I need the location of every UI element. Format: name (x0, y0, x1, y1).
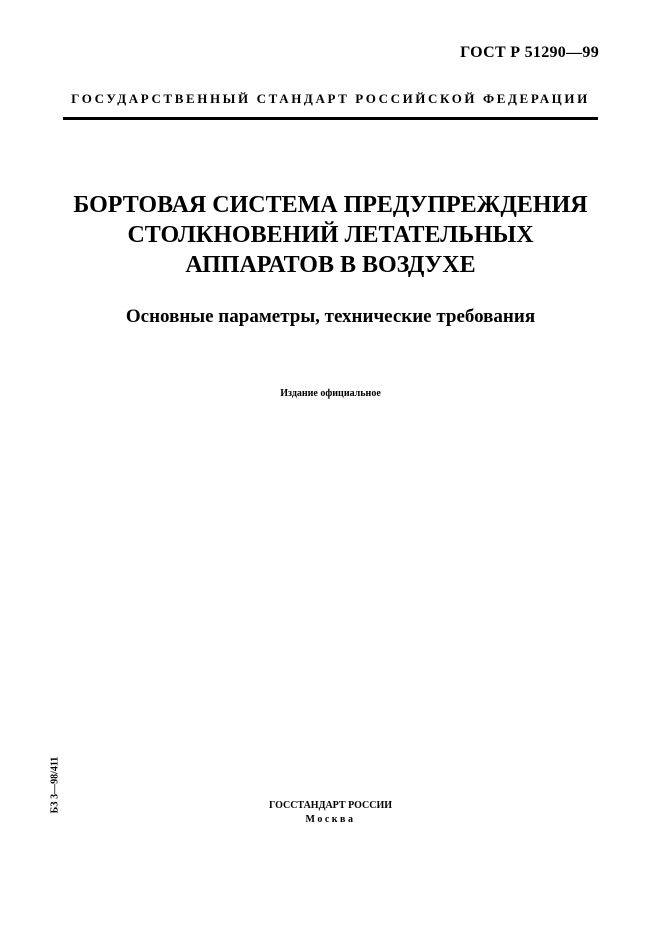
header-rule (63, 117, 598, 120)
title-line-2: СТОЛКНОВЕНИЙ ЛЕТАТЕЛЬНЫХ (127, 222, 534, 248)
standard-header: ГОСУДАРСТВЕННЫЙ СТАНДАРТ РОССИЙСКОЙ ФЕДЕРАЦИИ (71, 91, 590, 106)
document-subtitle: Основные параметры, технические требования (125, 306, 536, 327)
document-title (40, 190, 621, 280)
side-code: БЗ 3—98/411 (49, 756, 61, 814)
title-line-3: АППАРАТОВ В ВОЗДУХЕ (185, 252, 476, 278)
edition-label: Издание официальное (280, 388, 381, 399)
publisher-city: Москва (305, 814, 356, 825)
title-line-1: БОРТОВАЯ СИСТЕМА ПРЕДУПРЕЖДЕНИЯ (73, 192, 588, 218)
publisher-name: ГОССТАНДАРТ РОССИИ (268, 800, 393, 811)
document-code: ГОСТ Р 51290—99 (460, 44, 599, 61)
